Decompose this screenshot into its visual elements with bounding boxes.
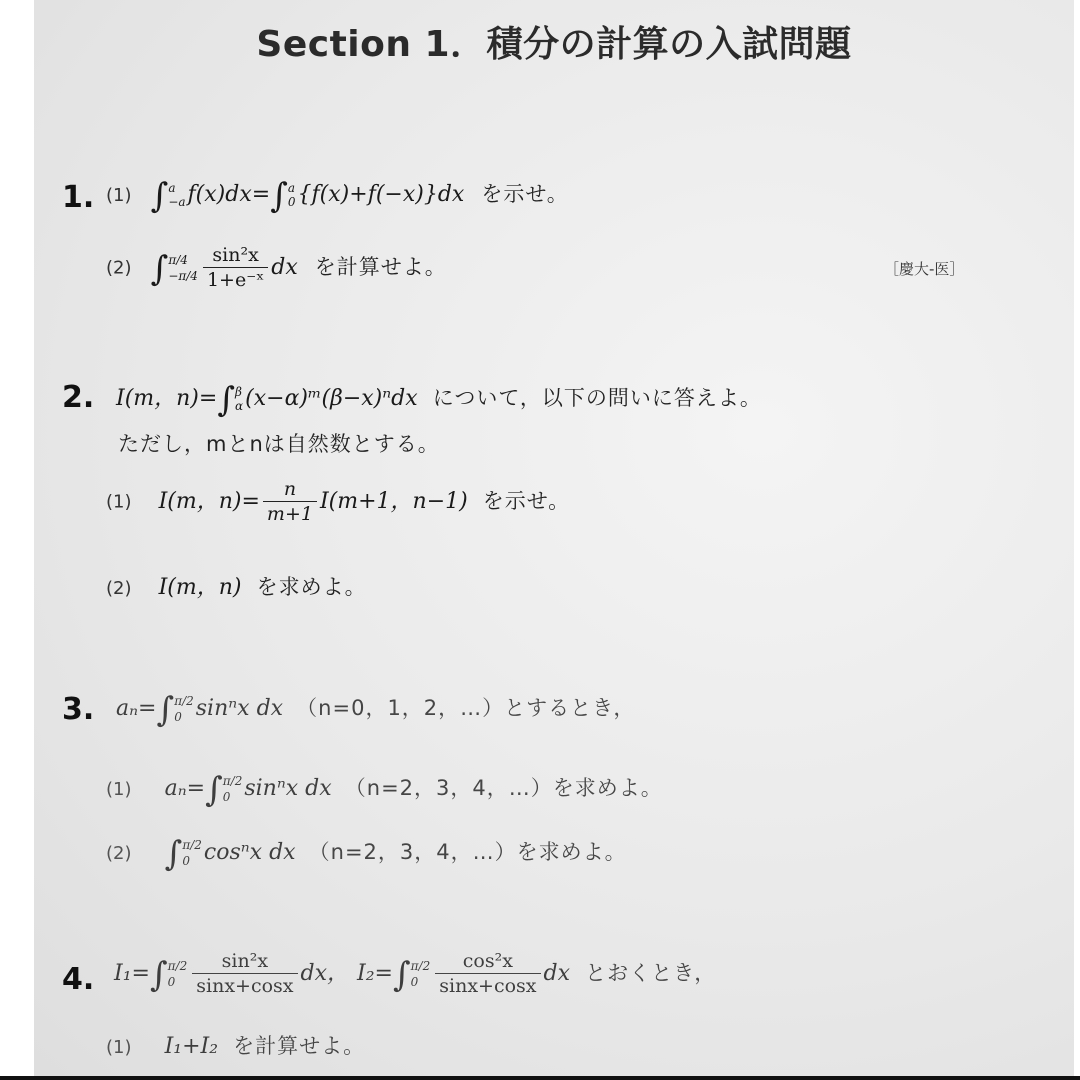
- recurrence-equation: [158, 478, 468, 525]
- problem-2-statement: [116, 380, 762, 420]
- problem-2-question-2: [106, 570, 367, 601]
- integral-definition: [116, 380, 418, 420]
- integral-expression: [150, 244, 305, 291]
- problem-3-statement: [116, 690, 635, 730]
- lhs-expression: I(m，n)=: [158, 488, 260, 514]
- problem-1-question-2: [106, 244, 447, 291]
- integral-equation: [150, 176, 472, 216]
- numerator: n: [263, 478, 317, 502]
- lower-limit: 0: [287, 195, 296, 209]
- instruction-text: を計算せよ。: [314, 254, 447, 279]
- integral-sign: ∫: [270, 176, 288, 216]
- instruction-text: を示せ。: [481, 182, 569, 206]
- upper-limit: π/2: [167, 958, 188, 973]
- upper-limit: a: [168, 181, 176, 195]
- problem-2-question-1: [106, 478, 570, 525]
- upper-limit: a: [287, 181, 296, 195]
- document-page: [34, 0, 1074, 1076]
- fraction: [192, 950, 297, 997]
- fraction: [435, 950, 540, 997]
- integral-sign: ∫: [217, 380, 236, 420]
- sequence-term: aₙ=: [164, 776, 206, 801]
- integral-expression: [164, 834, 296, 874]
- integral-sign: ∫: [149, 954, 168, 995]
- subquestion-label: (1): [106, 491, 132, 513]
- lower-limit: 0: [222, 790, 231, 804]
- integral-name-2: I₂=: [357, 960, 393, 986]
- problem-4-number: 4.: [62, 962, 95, 997]
- problem-1-question-1: [106, 176, 569, 216]
- integrand: sinⁿx dx: [244, 776, 332, 801]
- lower-limit: 0: [174, 710, 182, 724]
- subquestion-label: (2): [106, 578, 132, 599]
- integrand: sinⁿx dx: [195, 696, 284, 721]
- denominator: sinx+cosx: [439, 975, 537, 997]
- integral-definition: [116, 690, 284, 730]
- integral-sign: ∫: [150, 176, 169, 216]
- upper-limit: π/2: [222, 774, 243, 788]
- integral-sign: ∫: [150, 248, 169, 289]
- problem-4-statement: [114, 950, 716, 997]
- integrand: f(x)dx: [187, 182, 252, 207]
- integral-sign: ∫: [205, 770, 223, 810]
- page-bottom-edge: [0, 1076, 1080, 1080]
- problem-4-question-1: [106, 1030, 365, 1060]
- integral-name-1: I₁=: [114, 960, 150, 986]
- expression: I(m，n): [158, 575, 242, 600]
- upper-limit: β: [235, 385, 242, 399]
- numerator: sin²x: [192, 950, 297, 974]
- differential: dx: [271, 254, 298, 280]
- problem-1-number: 1.: [62, 180, 95, 215]
- sequence-term: aₙ=: [116, 696, 157, 721]
- problem-3-question-2: [106, 834, 627, 874]
- upper-limit: π/2: [182, 838, 202, 852]
- integrand: {f(x)+f(−x)}dx: [297, 182, 465, 207]
- fraction: [203, 244, 268, 291]
- problem-3-number: 3.: [62, 692, 95, 727]
- subquestion-label: (1): [106, 1037, 132, 1058]
- integral-definitions: [114, 950, 570, 997]
- condition-text: （n=0，1，2，…）とするとき，: [296, 696, 636, 720]
- numerator: sin²x: [203, 244, 268, 268]
- lower-limit: 0: [182, 854, 190, 868]
- source-citation: ［慶大-医］: [884, 260, 965, 278]
- integral-sign: ∫: [156, 690, 175, 730]
- lower-limit: −π/4: [168, 268, 198, 283]
- lower-limit: −a: [168, 195, 186, 209]
- differential: dx: [543, 960, 570, 986]
- condition-text: （n=2，3，4，…）を求めよ。: [344, 776, 663, 800]
- denominator: m+1: [266, 503, 313, 525]
- problem-2-condition: ただし，mとnは自然数とする。: [118, 432, 440, 456]
- equals-sign: =: [251, 182, 271, 207]
- instruction-text: とおくとき，: [585, 960, 717, 985]
- integral-expression: [164, 770, 332, 810]
- subquestion-label: (1): [106, 779, 132, 800]
- lower-limit: 0: [167, 974, 176, 989]
- instruction-text: について，以下の問いに答えよ。: [432, 386, 762, 410]
- integrand: (x−α)ᵐ(β−x)ⁿdx: [245, 386, 418, 411]
- upper-limit: π/2: [174, 694, 194, 708]
- problem-2-number: 2.: [62, 380, 95, 415]
- differential: dx，: [300, 960, 349, 986]
- instruction-text: を求めよ。: [256, 575, 367, 599]
- lower-limit: α: [235, 399, 244, 413]
- lower-limit: 0: [410, 974, 419, 989]
- page-margin-left: [0, 0, 34, 1080]
- subquestion-label: (1): [106, 185, 132, 206]
- instruction-text: を計算せよ。: [233, 1034, 366, 1058]
- upper-limit: π/4: [168, 252, 188, 267]
- page-title: Section 1．積分の計算の入試問題: [256, 24, 852, 65]
- integrand: cosⁿx dx: [203, 840, 296, 865]
- function-definition: I(m，n)=: [116, 386, 218, 411]
- condition-text: （n=2，3，4，…）を求めよ。: [308, 840, 627, 864]
- denominator: 1+e⁻ˣ: [206, 269, 265, 291]
- upper-limit: π/2: [410, 958, 431, 973]
- integral-sign: ∫: [392, 954, 411, 995]
- subquestion-label: (2): [106, 257, 132, 279]
- numerator: cos²x: [435, 950, 540, 974]
- integral-sign: ∫: [164, 834, 183, 874]
- rhs-expression: I(m+1，n−1): [319, 488, 468, 514]
- fraction: [263, 478, 317, 525]
- denominator: sinx+cosx: [196, 975, 294, 997]
- problem-3-question-1: [106, 770, 663, 810]
- subquestion-label: (2): [106, 843, 132, 864]
- instruction-text: を示せ。: [482, 488, 571, 513]
- expression: I₁+I₂: [164, 1034, 219, 1059]
